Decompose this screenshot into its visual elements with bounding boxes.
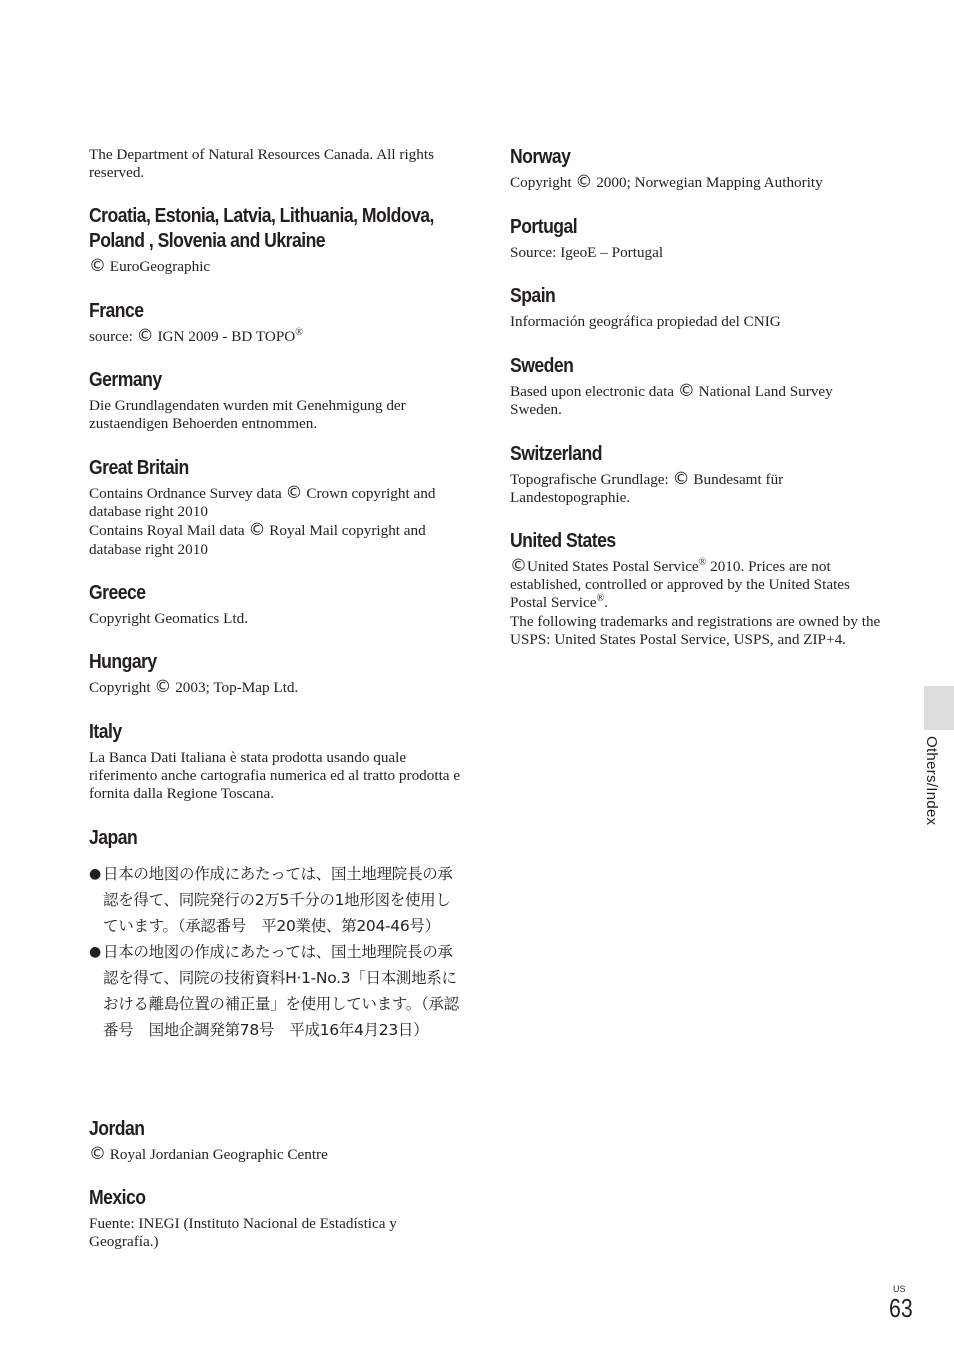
section-heading: Portugal bbox=[510, 216, 578, 238]
list-item: ● 日本の地図の作成にあたっては、国土地理院長の承認を得て、同院の技術資料H·1-No.3「日本測地系における離島位置の補正量」を使用しています。（承認番号 国地企調発第78号 平成16年4月23日） bbox=[89, 939, 459, 1043]
section-greece bbox=[89, 581, 461, 628]
bullet-icon: ● bbox=[89, 866, 101, 882]
section-text: Source: IgeoE – Portugal bbox=[510, 244, 664, 261]
section-great-britain bbox=[89, 456, 461, 559]
section-tab-label: Others/Index bbox=[923, 736, 940, 826]
copyright-icon: © bbox=[672, 469, 690, 489]
section-heading: Germany bbox=[89, 369, 162, 391]
section-text: Copyright © 2003; Top-Map Ltd. bbox=[89, 677, 299, 697]
copyright-icon: © bbox=[136, 326, 154, 346]
section-heading: Croatia, Estonia, Latvia, Lithuania, Moldova, Poland , Slovenia and Ukraine bbox=[89, 205, 434, 252]
section-germany bbox=[89, 368, 461, 433]
section-heading: France bbox=[89, 300, 144, 322]
bullet-icon: ● bbox=[89, 944, 101, 960]
section-text: Die Grundlagendaten wurden mit Genehmigung der zustaendigen Behoerden entnommen. bbox=[89, 397, 406, 433]
japan-list bbox=[89, 861, 461, 1043]
section-text: © EuroGeographic bbox=[89, 256, 211, 276]
section-spain bbox=[510, 284, 885, 331]
section-italy bbox=[89, 720, 461, 804]
section-heading: Sweden bbox=[510, 355, 574, 377]
section-heading: Norway bbox=[510, 146, 571, 168]
registered-icon: ® bbox=[295, 326, 303, 338]
section-united-states bbox=[510, 529, 885, 649]
copyright-icon: © bbox=[575, 172, 593, 192]
copyright-icon: © bbox=[154, 677, 172, 697]
section-norway bbox=[510, 145, 885, 192]
section-heading: Mexico bbox=[89, 1187, 146, 1209]
copyright-icon: © bbox=[510, 556, 527, 576]
section-france bbox=[89, 299, 461, 346]
section-sweden bbox=[510, 354, 885, 419]
index-tab-marker bbox=[924, 686, 954, 730]
section-heading: Japan bbox=[89, 827, 138, 849]
section-text: ©United States Postal Service® 2010. Prices are not established, controlled or approved by the United States Postal Service®. The following trademarks and registrations are owned by the USPS: United States Postal Service, USPS, and ZIP+4. bbox=[510, 556, 881, 648]
section-croatia bbox=[89, 204, 461, 276]
registered-icon: ® bbox=[596, 593, 605, 605]
section-switzerland bbox=[510, 442, 885, 507]
section-heading: Switzerland bbox=[510, 443, 603, 465]
section-text: Contains Ordnance Survey data © Crown copyright and database right 2010 Contains Royal Mail data © Royal Mail copyright and database right 2010 bbox=[89, 483, 436, 558]
section-heading: Italy bbox=[89, 721, 122, 743]
canada-text: The Department of Natural Resources Canada. All rights reserved. bbox=[89, 146, 434, 182]
section-text: Based upon electronic data © National Land Survey Sweden. bbox=[510, 381, 833, 419]
section-text: Copyright © 2000; Norwegian Mapping Authority bbox=[510, 172, 823, 192]
section-mexico bbox=[89, 1186, 461, 1251]
copyright-icon: © bbox=[248, 520, 266, 541]
copyright-icon: © bbox=[285, 483, 303, 503]
section-portugal bbox=[510, 215, 885, 262]
section-text: La Banca Dati Italiana è stata prodotta usando quale riferimento anche cartografia numerica ed al tratto prodotta e fornita dalla Regione Toscana. bbox=[89, 749, 461, 803]
section-text: Información geográfica propiedad del CNIG bbox=[510, 313, 781, 330]
section-text: © Royal Jordanian Geographic Centre bbox=[89, 1144, 328, 1164]
section-heading: Great Britain bbox=[89, 457, 189, 479]
section-text: source: © IGN 2009 - BD TOPO® bbox=[89, 326, 303, 346]
section-heading: United States bbox=[510, 530, 616, 552]
page-number: 63 bbox=[889, 1293, 913, 1323]
section-heading: Spain bbox=[510, 285, 556, 307]
copyright-icon: © bbox=[89, 256, 106, 276]
section-japan bbox=[89, 826, 461, 1043]
list-item: ● 日本の地図の作成にあたっては、国土地理院長の承認を得て、同院発行の2万5千分の1地形図を使用しています。（承認番号 平20業使、第204-46号） bbox=[89, 861, 459, 939]
section-text: Fuente: INEGI (Instituto Nacional de Estadística y Geografía.) bbox=[89, 1215, 397, 1251]
section-jordan bbox=[89, 1117, 461, 1164]
section-heading: Greece bbox=[89, 582, 146, 604]
canada-notice bbox=[89, 146, 461, 182]
registered-icon: ® bbox=[698, 556, 707, 568]
section-hungary bbox=[89, 650, 461, 697]
section-text: Copyright Geomatics Ltd. bbox=[89, 610, 249, 627]
section-text: Topografische Grundlage: © Bundesamt für Landestopographie. bbox=[510, 469, 784, 507]
copyright-icon: © bbox=[677, 381, 695, 401]
section-heading: Hungary bbox=[89, 651, 157, 673]
section-heading: Jordan bbox=[89, 1118, 145, 1140]
copyright-icon: © bbox=[89, 1144, 106, 1164]
page-region-label: US bbox=[893, 1284, 906, 1294]
